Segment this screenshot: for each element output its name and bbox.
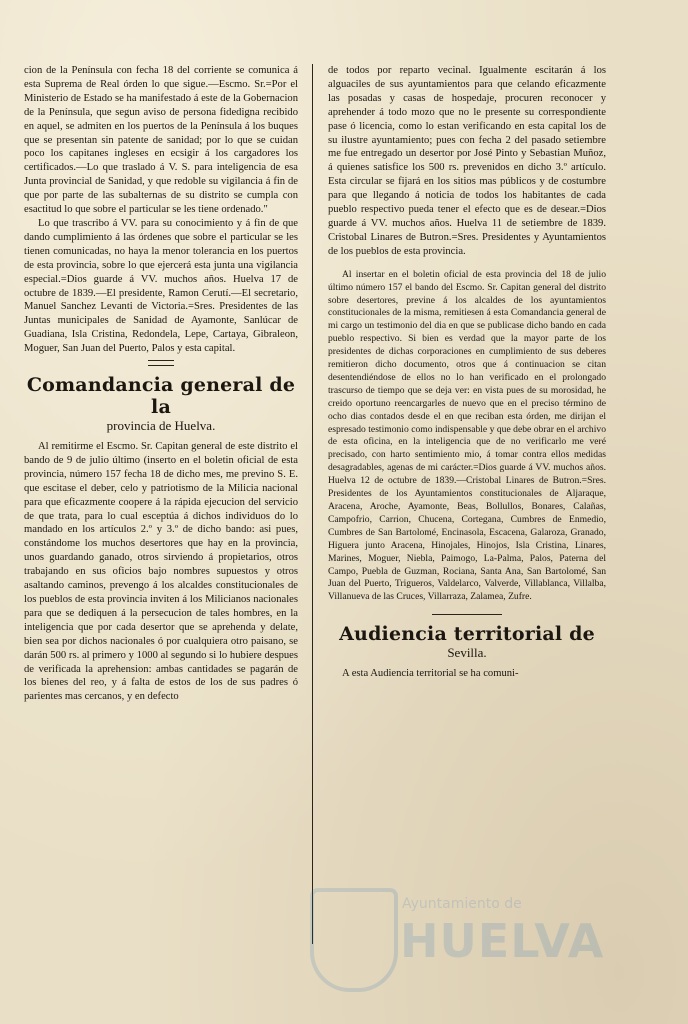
spacer	[328, 259, 606, 269]
right-paragraph-1: de todos por reparto vecinal. Igualmente escitarán á los alguaciles de sus ayuntamientos para que celando eficazmente las posadas y casas de hospedaje, procuren reconocer y aprehender á todo mozo que no le presente su correspondiente pase ó licencia, como lo estan verificando en esta capital los de su ilustre ayuntamiento; pues con fecha 2 del pasado setiembre me fue entregado un desertor por José Pinto y Sebastian Muñoz, á quienes satisfice los 500 rs. prevenidos en dicho 3.º artículo. Esta circular se fijará en los sitios mas públicos y de costumbre para que llegando á noticia de todos los habitantes de cada pueblo respectivo pueda tener el efecto que es de desear.=Dios guarde á VV. muchos años. Huelva 11 de setiembre de 1839. Cristobal Linares de Butron.=Sres. Presidentes y Ayuntamientos de los pueblos de esta provincia.	[328, 65, 606, 257]
watermark-small-text: Ayuntamiento de	[402, 896, 522, 912]
left-paragraph-1: cion de la Península con fecha 18 del corriente se comunica á esta Suprema de Real órden lo que sigue.—Escmo. Sr.=Por el Ministerio de Estado se ha manifestado á este de la Gobernacion de la Península, que segun aviso de persona fidedigna recibido en aquel, se admiten en los puertos de la Península á los buques que se presentan sin patente de sanidad; por lo que se cuidan poco los capitanes ingleses en ecsigir á los cargadores los certificados.—Lo que traslado á V. S. para inteligencia de esa Junta provincial de Sanidad, y que redoble su vigilancia á fin de que por parte de las subalternas de su distrito se cumpla con esactitud lo que sobre el particular se les tiene ordenado."	[24, 65, 298, 216]
right-paragraph-2: Al insertar en el boletin oficial de esta provincia del 18 de julio último número 157 el bando del Escmo. Sr. Capitan general del distrito sobre desertores, previne á los alcaldes de los ayuntamientos constitucionales de la misma, remitiesen á esta Comandancia general de mi cargo un testimonio del dia en que se publicase dicho bando en cada pueblo respectivo. Si bien es verdad que la mayor parte de los presidentes de dichas corporaciones en cumplimiento de sus deberes remitieron dicho documento, otros que á continuacion se citan desentendiéndose de ellos no lo han verificado en el prolongado trascurso de tiempo que se deja ver: en vista pues de su morosidad, he creido oportuno reencargarles de nuevo que en el preciso término de ocho dias contados desde el en que reciban esta órden, me dirijan el espresado testimonio como indispensable y que debe obrar en el archivo de esta oficina, en la inteligencia que de no verificarlo me veré precisado, con harto sentimiento mio, á tomar contra ellos medidas desagradables, agenas de mi carácter.=Dios guarde á VV. muchos años. Huelva 12 de octubre de 1839.—Cristobal Linares de Butron.=Sres. Presidentes de los Ayuntamientos constitucionales de Aljaraque, Aracena, Aroche, Ayamonte, Beas, Bollullos, Bonares, Calañas, Campofrio, Carrion, Chucena, Cortegana, Cumbres de Enmedio, Cumbres de San Bartolomé, Encinasola, Escacena, Galaroza, Granado, Higuera junto Aracena, Hinojales, Hinojos, Isla Cristina, Linares, Marines, Moguer, Niebla, Paimogo, La-Palma, Palos, Paterna del Campo, Puebla de Guzman, Rociana, Santa Ana, San Bartolomé, San Juan del Puerto, Trigueros, Valdelarco, Valverde, Villablanca, Villalba, Villanueva de las Cruces, Villarraza, Zalamea, Zufre.	[328, 268, 606, 603]
left-paragraph-3: Al remitirme el Escmo. Sr. Capitan general de este distrito el bando de 9 de julio último (inserto en el boletin oficial de esta provincia, número 157 fecha 18 de dicho mes, me previno S. E. que escitase el deber, celo y patriotismo de la Milicia nacional para que eficazmente coopere á la rápida ejecucion del servicio de que trata, para lo cual esceptúa á dichos individuos do lo mandado en los artículos 2.º y 3.º de dicho bando: asi pues, constándome los muchos desertores que hay en la provincia, unos guardando ganado, otros sirviendo á propietarios, otros trabajando en sus oficios bajo nombres supuestos y otros asaltando caminos, prevengo á los alcaldes constitucionales de los pueblos de esta provincia inviten á los Milicianos nacionales para que se dediquen á la persecucion de tales hombres, en la inteligencia que por cada desertor que se aprehenda y delate, bien sea por dichos nacionales ó por cualquiera otro paisano, se darán 500 rs. al primero y 1000 al segundo si lo hubiere despues de verificada la aprehension: ambas cantidades se pagarán de los bienes del reo, y á falta de estos de los de sus padres ó parientes mas cercanos, y en defecto	[24, 441, 298, 703]
column-rule	[312, 64, 313, 944]
seal-icon	[310, 888, 398, 992]
left-column	[24, 64, 298, 704]
section-subheading-sevilla: Sevilla.	[447, 645, 487, 661]
watermark-big-text: HUELVA	[400, 914, 605, 968]
section-subheading-huelva: provincia de Huelva.	[106, 418, 216, 434]
left-paragraph-2: Lo que trascribo á VV. para su conocimiento y á fin de que dando cumplimiento á las órdenes que sobre el particular se les tienen comunicadas, no haya la menor tolerancia en los puertos de esta provincia, sobre lo que ejercerá esta junta una vigilancia especial.=Dios guarde á VV. muchos años. Huelva 17 de octubre de 1839.—El presidente, Ramon Cerutí.—El secretario, Manuel Sanchez Levanti de Victoria.=Sres. Presidentes de las Juntas municipales de Sanidad de Ayamonte, Sanlúcar de Guadiana, Isla Cristina, Redondela, Lepe, Cartaya, Gibraleon, Moguer, San Juan del Puerto, Palos y esta capital.	[24, 217, 298, 355]
section-heading-comandancia: Comandancia general de la	[26, 374, 296, 419]
right-column	[328, 64, 606, 681]
section-divider	[148, 360, 174, 366]
watermark-logo	[290, 880, 620, 1000]
section-divider-2	[432, 614, 502, 615]
section-heading-audiencia: Audiencia territorial de	[339, 623, 595, 646]
right-paragraph-3: A esta Audiencia territorial se ha comuni-	[342, 668, 519, 680]
